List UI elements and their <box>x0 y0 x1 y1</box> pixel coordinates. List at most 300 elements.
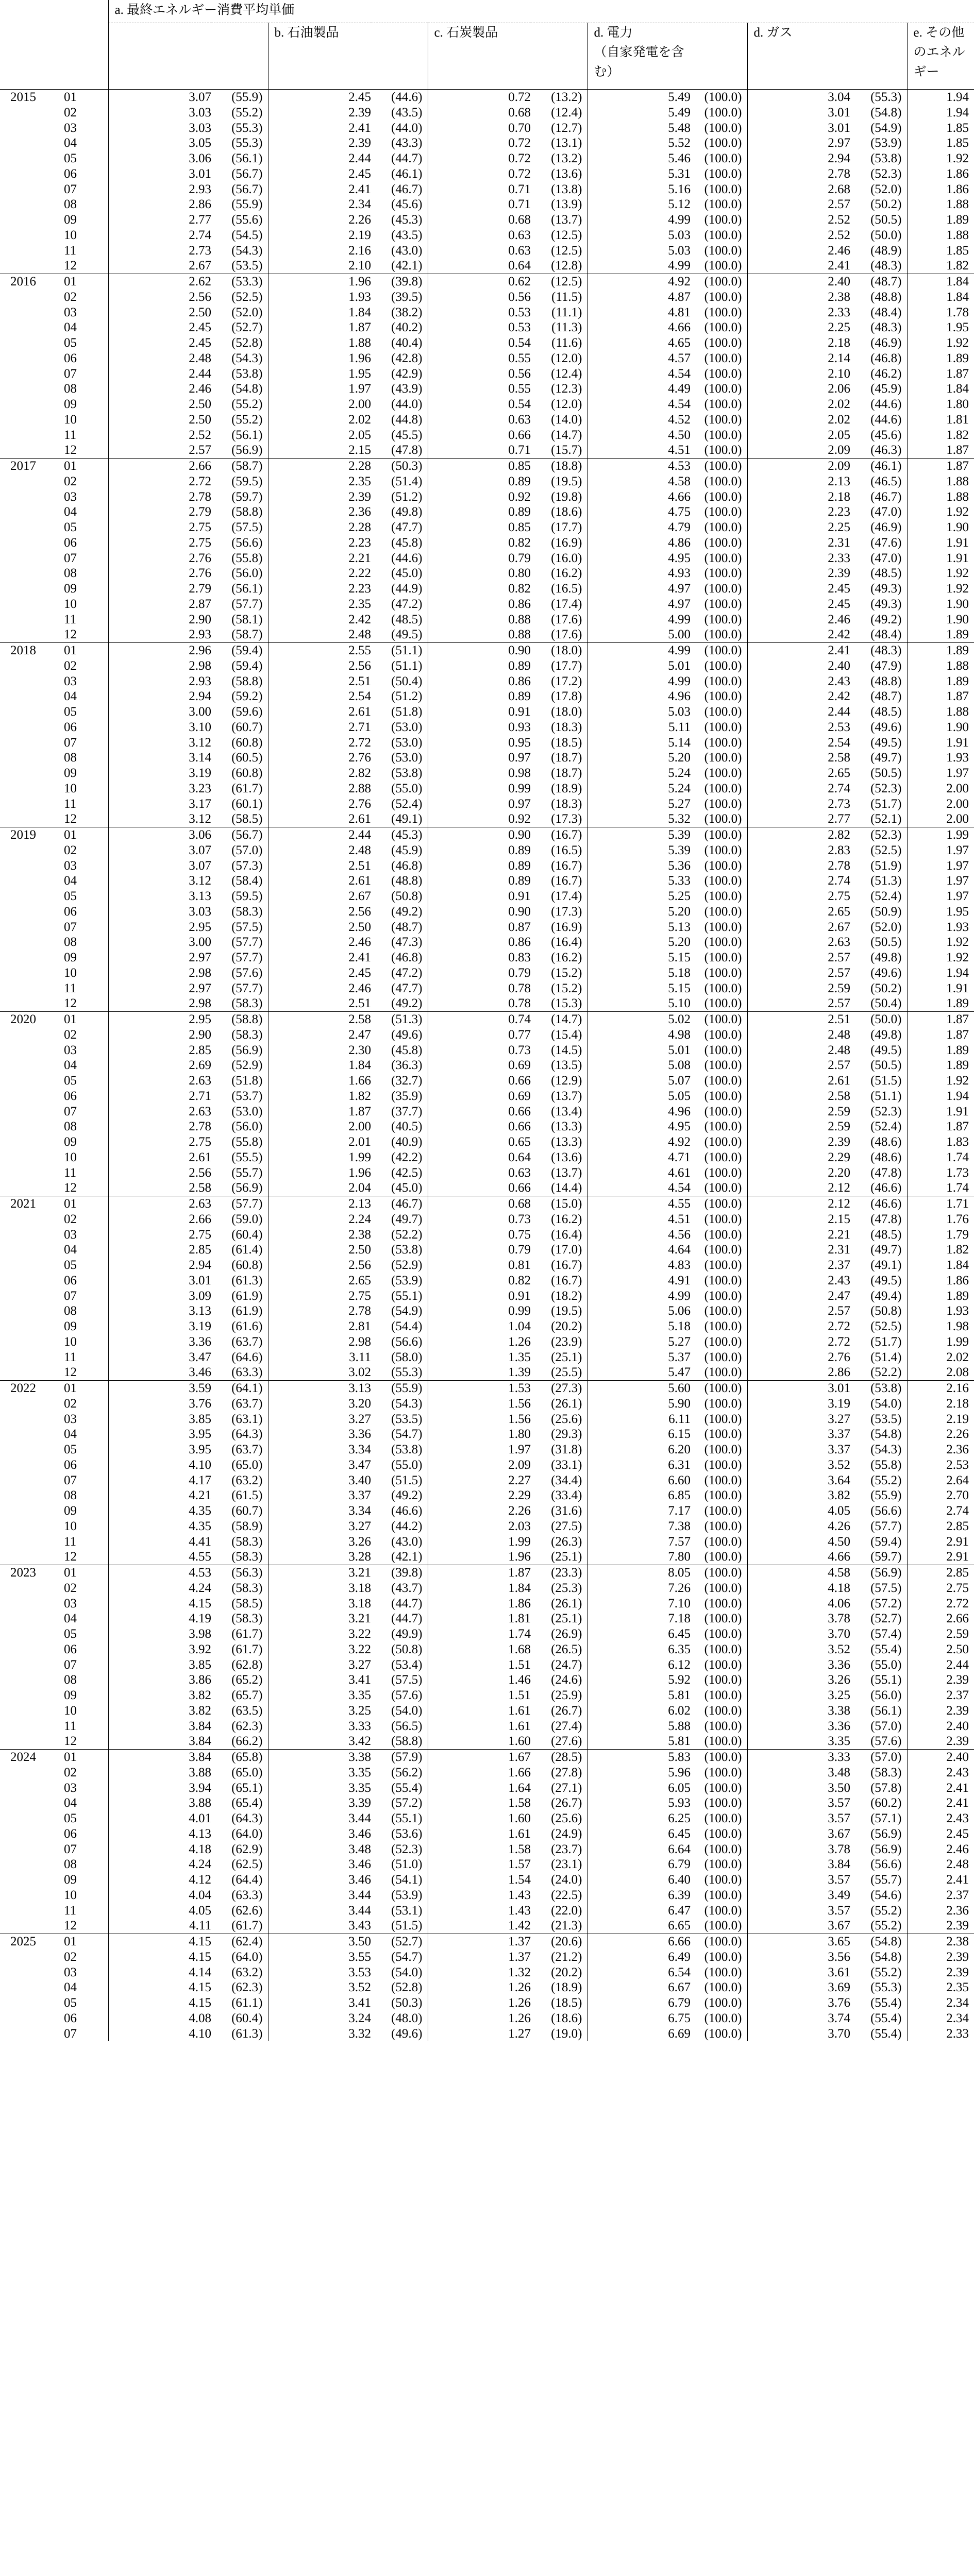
coal-price-cell: 0.71 <box>428 182 531 197</box>
electricity-price-cell: 6.35 <box>587 1642 691 1657</box>
petroleum-ratio-cell: (45.0) <box>391 1181 423 1195</box>
coal-ratio-cell: (18.7) <box>551 766 582 780</box>
coal-ratio-cell: (13.8) <box>551 182 582 196</box>
avg-price-cell: 2.75 <box>108 520 211 535</box>
coal-price-cell: 1.57 <box>428 1857 531 1872</box>
petroleum-price-cell: 2.44 <box>268 827 371 843</box>
gas-ratio-cell: (51.1) <box>870 1089 902 1103</box>
header-d-line1: d. 電力 <box>594 26 633 40</box>
gas-ratio-cell: (54.8) <box>850 1934 907 1950</box>
other-energy-price-cell: 1.92 <box>907 1073 974 1089</box>
avg-price-cell: 3.84 <box>108 1734 211 1749</box>
electricity-price-cell: 7.80 <box>587 1549 691 1565</box>
month-cell: 08 <box>64 1304 77 1318</box>
avg-price-ratio-cell: (55.3) <box>231 121 263 135</box>
table-row <box>0 1119 974 1134</box>
gas-price-cell: 3.33 <box>747 1750 850 1765</box>
avg-price-ratio-cell: (61.7) <box>231 1642 263 1656</box>
avg-price-ratio-cell: (63.2) <box>231 1473 263 1487</box>
avg-price-cell: 2.45 <box>108 335 211 351</box>
coal-price-cell: 0.88 <box>428 612 531 628</box>
avg-price-cell: 3.00 <box>108 935 211 950</box>
coal-ratio-cell: (18.9) <box>551 781 582 795</box>
petroleum-ratio-cell: (42.8) <box>391 351 423 365</box>
avg-price-cell: 3.12 <box>108 735 211 751</box>
petroleum-ratio-cell: (57.2) <box>391 1796 423 1810</box>
gas-price-cell: 2.18 <box>747 335 850 351</box>
petroleum-price-cell: 2.00 <box>268 397 371 412</box>
electricity-price-cell: 5.13 <box>587 920 691 935</box>
gas-ratio-cell: (47.9) <box>870 658 902 673</box>
year-cell <box>0 551 57 566</box>
avg-price-cell: 3.95 <box>108 1427 211 1442</box>
electricity-price-cell: 6.40 <box>587 1872 691 1888</box>
petroleum-ratio-cell: (43.9) <box>391 382 423 396</box>
other-energy-price-cell: 1.74 <box>907 1150 974 1165</box>
petroleum-ratio-cell: (51.1) <box>371 643 428 658</box>
coal-ratio-cell: (13.7) <box>551 1165 582 1180</box>
coal-price-cell: 0.88 <box>428 627 531 642</box>
petroleum-ratio-cell: (42.2) <box>391 1150 423 1164</box>
petroleum-ratio-cell: (55.4) <box>391 1781 423 1795</box>
avg-price-cell: 3.09 <box>108 1289 211 1304</box>
petroleum-ratio-cell: (48.0) <box>391 2011 423 2025</box>
year-cell: 2023 <box>0 1565 57 1581</box>
gas-price-cell: 2.39 <box>747 1134 850 1150</box>
gas-price-cell: 2.29 <box>747 1150 850 1165</box>
electricity-ratio-cell: (100.0) <box>704 2011 742 2025</box>
gas-price-cell: 2.58 <box>747 750 850 766</box>
avg-price-ratio-cell: (55.9) <box>231 197 263 212</box>
gas-price-cell: 3.57 <box>747 1811 850 1826</box>
avg-price-cell: 3.19 <box>108 1319 211 1334</box>
avg-price-cell: 4.15 <box>108 1934 211 1950</box>
year-cell <box>0 904 57 920</box>
table-row <box>0 412 974 428</box>
gas-ratio-cell: (53.8) <box>850 1381 907 1396</box>
petroleum-price-cell: 3.21 <box>268 1611 371 1626</box>
gas-price-cell: 3.36 <box>747 1719 850 1734</box>
other-energy-price-cell: 2.74 <box>907 1503 974 1519</box>
petroleum-ratio-cell: (53.6) <box>391 1826 423 1841</box>
avg-price-ratio-cell: (58.3) <box>231 904 263 919</box>
gas-price-cell: 2.53 <box>747 720 850 735</box>
electricity-price-cell: 6.12 <box>587 1657 691 1673</box>
electricity-price-cell: 5.27 <box>587 1334 691 1350</box>
gas-ratio-cell: (57.1) <box>870 1811 902 1825</box>
petroleum-price-cell: 2.76 <box>268 750 371 766</box>
coal-price-cell: 1.58 <box>428 1842 531 1857</box>
petroleum-price-cell: 1.84 <box>268 1058 371 1073</box>
table-row <box>0 1719 974 1734</box>
electricity-price-cell: 4.57 <box>587 351 691 366</box>
month-cell: 09 <box>64 1688 77 1702</box>
petroleum-ratio-cell: (54.1) <box>391 1873 423 1887</box>
avg-price-ratio-cell: (56.1) <box>231 582 263 596</box>
gas-price-cell: 3.50 <box>747 1781 850 1796</box>
coal-price-cell: 0.90 <box>428 827 531 843</box>
avg-price-ratio-cell: (62.5) <box>231 1857 263 1872</box>
coal-price-cell: 1.84 <box>428 1581 531 1596</box>
coal-ratio-cell: (16.2) <box>551 566 582 581</box>
avg-price-ratio-cell: (58.5) <box>231 812 263 826</box>
other-energy-price-cell: 2.37 <box>907 1688 974 1703</box>
petroleum-ratio-cell: (51.2) <box>391 689 423 704</box>
coal-price-cell: 0.85 <box>428 459 531 474</box>
year-cell <box>0 166 57 182</box>
gas-price-cell: 3.49 <box>747 1888 850 1903</box>
petroleum-price-cell: 2.46 <box>268 935 371 950</box>
coal-ratio-cell: (23.7) <box>551 1842 582 1856</box>
table-row <box>0 504 974 520</box>
month-cell: 09 <box>64 1873 77 1887</box>
avg-price-ratio-cell: (52.8) <box>231 336 263 350</box>
coal-price-cell: 0.87 <box>428 920 531 935</box>
avg-price-ratio-cell: (60.8) <box>231 766 263 780</box>
table-row <box>0 720 974 735</box>
coal-price-cell: 1.32 <box>428 1965 531 1980</box>
petroleum-price-cell: 2.39 <box>268 135 371 151</box>
electricity-price-cell: 5.16 <box>587 182 691 197</box>
gas-ratio-cell: (44.6) <box>870 397 902 411</box>
year-cell <box>0 366 57 382</box>
table-row <box>0 1458 974 1473</box>
other-energy-price-cell: 1.85 <box>907 135 974 151</box>
gas-price-cell: 2.75 <box>747 889 850 904</box>
avg-price-ratio-cell: (58.3) <box>231 1027 263 1042</box>
electricity-ratio-cell: (100.0) <box>704 474 742 488</box>
coal-price-cell: 1.27 <box>428 2026 531 2042</box>
electricity-ratio-cell: (100.0) <box>704 904 742 919</box>
electricity-ratio-cell: (100.0) <box>704 628 742 642</box>
gas-price-cell: 3.36 <box>747 1657 850 1673</box>
gas-price-cell: 2.59 <box>747 981 850 996</box>
coal-ratio-cell: (17.2) <box>551 674 582 688</box>
petroleum-ratio-cell: (51.5) <box>391 1473 423 1487</box>
gas-price-cell: 2.10 <box>747 366 850 382</box>
year-cell <box>0 1657 57 1673</box>
electricity-price-cell: 4.53 <box>587 459 691 474</box>
electricity-price-cell: 4.99 <box>587 612 691 628</box>
coal-ratio-cell: (18.2) <box>551 1289 582 1303</box>
electricity-ratio-cell: (100.0) <box>704 1581 742 1595</box>
petroleum-ratio-cell: (45.8) <box>391 535 423 550</box>
electricity-ratio-cell: (100.0) <box>704 1857 742 1872</box>
year-cell <box>0 1412 57 1427</box>
petroleum-price-cell: 3.36 <box>268 1427 371 1442</box>
petroleum-price-cell: 3.37 <box>268 1488 371 1503</box>
petroleum-ratio-cell: (51.2) <box>391 489 423 504</box>
avg-price-ratio-cell: (55.9) <box>211 90 268 105</box>
other-energy-price-cell: 1.88 <box>907 658 974 674</box>
petroleum-price-cell: 3.35 <box>268 1688 371 1703</box>
avg-price-cell: 2.96 <box>108 643 211 658</box>
gas-price-cell: 2.57 <box>747 197 850 212</box>
coal-ratio-cell: (25.9) <box>551 1688 582 1702</box>
other-energy-price-cell: 1.98 <box>907 1319 974 1334</box>
coal-ratio-cell: (13.7) <box>551 213 582 227</box>
petroleum-ratio-cell: (43.0) <box>391 1534 423 1549</box>
avg-price-cell: 3.01 <box>108 166 211 182</box>
gas-ratio-cell: (56.0) <box>870 1688 902 1702</box>
other-energy-price-cell: 1.94 <box>907 105 974 121</box>
avg-price-cell: 2.63 <box>108 1104 211 1120</box>
avg-price-cell: 3.94 <box>108 1781 211 1796</box>
coal-price-cell: 0.73 <box>428 1043 531 1058</box>
petroleum-ratio-cell: (57.6) <box>391 1688 423 1702</box>
gas-ratio-cell: (55.4) <box>870 1642 902 1656</box>
gas-price-cell: 3.35 <box>747 1734 850 1749</box>
avg-price-cell: 2.56 <box>108 1165 211 1181</box>
coal-price-cell: 0.99 <box>428 781 531 796</box>
coal-price-cell: 1.42 <box>428 1918 531 1934</box>
coal-price-cell: 1.66 <box>428 1765 531 1781</box>
month-cell: 08 <box>64 197 77 212</box>
year-cell <box>0 428 57 443</box>
avg-price-ratio-cell: (56.6) <box>231 535 263 550</box>
coal-price-cell: 0.82 <box>428 1273 531 1289</box>
coal-price-cell: 0.99 <box>428 1303 531 1319</box>
year-cell <box>0 1027 57 1043</box>
month-cell: 04 <box>64 1243 77 1257</box>
other-energy-price-cell: 1.95 <box>907 904 974 920</box>
electricity-ratio-cell: (100.0) <box>704 489 742 504</box>
petroleum-price-cell: 2.51 <box>268 996 371 1011</box>
year-cell <box>0 1488 57 1503</box>
year-cell <box>0 1396 57 1412</box>
avg-price-ratio-cell: (65.4) <box>231 1796 263 1810</box>
avg-price-ratio-cell: (60.1) <box>231 796 263 811</box>
other-energy-price-cell: 1.89 <box>907 351 974 366</box>
electricity-price-cell: 5.08 <box>587 1058 691 1073</box>
petroleum-price-cell: 2.19 <box>268 228 371 243</box>
coal-price-cell: 0.97 <box>428 796 531 812</box>
table-row <box>0 228 974 243</box>
petroleum-price-cell: 2.30 <box>268 1043 371 1058</box>
gas-ratio-cell: (54.0) <box>870 1396 902 1411</box>
gas-price-cell: 2.13 <box>747 474 850 489</box>
coal-price-cell: 0.89 <box>428 689 531 704</box>
coal-price-cell: 1.61 <box>428 1826 531 1842</box>
petroleum-price-cell: 2.82 <box>268 766 371 781</box>
coal-price-cell: 0.80 <box>428 566 531 581</box>
month-cell: 02 <box>64 1027 77 1042</box>
month-cell: 09 <box>64 1135 77 1149</box>
gas-ratio-cell: (53.9) <box>870 136 902 150</box>
avg-price-ratio-cell: (61.9) <box>231 1304 263 1318</box>
table-row <box>0 750 974 766</box>
petroleum-ratio-cell: (53.8) <box>391 766 423 780</box>
petroleum-ratio-cell: (49.1) <box>391 812 423 826</box>
avg-price-ratio-cell: (53.5) <box>231 259 263 273</box>
electricity-price-cell: 4.66 <box>587 489 691 505</box>
petroleum-price-cell: 2.23 <box>268 535 371 551</box>
gas-ratio-cell: (55.1) <box>870 1673 902 1687</box>
coal-ratio-cell: (15.4) <box>551 1027 582 1042</box>
gas-ratio-cell: (52.0) <box>870 920 902 934</box>
other-energy-price-cell: 1.89 <box>907 627 974 642</box>
avg-price-cell: 2.73 <box>108 243 211 259</box>
gas-price-cell: 2.25 <box>747 520 850 535</box>
gas-price-cell: 2.68 <box>747 182 850 197</box>
petroleum-ratio-cell: (50.8) <box>391 1642 423 1656</box>
petroleum-price-cell: 3.53 <box>268 1965 371 1980</box>
table-row <box>0 1303 974 1319</box>
avg-price-ratio-cell: (63.5) <box>231 1703 263 1718</box>
coal-ratio-cell: (25.1) <box>551 1550 582 1564</box>
coal-ratio-cell: (20.6) <box>531 1934 587 1950</box>
year-cell <box>0 981 57 996</box>
petroleum-price-cell: 2.78 <box>268 1303 371 1319</box>
electricity-price-cell: 5.47 <box>587 1365 691 1380</box>
petroleum-price-cell: 2.34 <box>268 197 371 212</box>
coal-ratio-cell: (13.6) <box>551 166 582 181</box>
electricity-price-cell: 4.71 <box>587 1150 691 1165</box>
other-energy-price-cell: 1.91 <box>907 535 974 551</box>
electricity-price-cell: 5.14 <box>587 735 691 751</box>
table-row <box>0 1903 974 1919</box>
other-energy-price-cell: 1.84 <box>907 1258 974 1273</box>
gas-ratio-cell: (49.7) <box>870 751 902 765</box>
table-row <box>0 535 974 551</box>
petroleum-price-cell: 3.18 <box>268 1596 371 1612</box>
gas-price-cell: 2.31 <box>747 1242 850 1258</box>
coal-price-cell: 1.26 <box>428 1995 531 2011</box>
gas-price-cell: 2.37 <box>747 1258 850 1273</box>
avg-price-cell: 2.46 <box>108 381 211 397</box>
gas-ratio-cell: (49.5) <box>870 735 902 750</box>
table-row <box>0 904 974 920</box>
petroleum-price-cell: 2.72 <box>268 735 371 751</box>
electricity-ratio-cell: (100.0) <box>704 428 742 442</box>
avg-price-ratio-cell: (66.2) <box>231 1734 263 1749</box>
petroleum-price-cell: 1.96 <box>268 274 371 290</box>
gas-price-cell: 4.18 <box>747 1581 850 1596</box>
petroleum-ratio-cell: (45.3) <box>371 827 428 843</box>
petroleum-ratio-cell: (46.7) <box>371 1196 428 1212</box>
petroleum-ratio-cell: (48.8) <box>391 874 423 888</box>
coal-ratio-cell: (25.1) <box>551 1350 582 1364</box>
coal-ratio-cell: (12.7) <box>551 121 582 135</box>
table-row <box>0 1180 974 1196</box>
avg-price-ratio-cell: (64.4) <box>231 1873 263 1887</box>
gas-ratio-cell: (48.5) <box>870 705 902 719</box>
petroleum-price-cell: 2.50 <box>268 1242 371 1258</box>
electricity-ratio-cell: (100.0) <box>704 1996 742 2010</box>
gas-price-cell: 3.82 <box>747 1488 850 1503</box>
avg-price-ratio-cell: (63.7) <box>231 1443 263 1456</box>
table-row <box>0 566 974 581</box>
year-cell <box>0 381 57 397</box>
coal-price-cell: 1.87 <box>428 1565 531 1581</box>
petroleum-price-cell: 2.67 <box>268 889 371 904</box>
coal-ratio-cell: (13.3) <box>551 1135 582 1149</box>
month-cell: 04 <box>64 505 77 519</box>
coal-ratio-cell: (16.5) <box>551 843 582 857</box>
month-cell: 11 <box>64 1350 77 1364</box>
month-cell: 12 <box>64 1550 77 1564</box>
petroleum-price-cell: 1.99 <box>268 1150 371 1165</box>
coal-ratio-cell: (11.6) <box>551 336 582 350</box>
avg-price-ratio-cell: (55.3) <box>231 136 263 150</box>
coal-price-cell: 0.86 <box>428 597 531 612</box>
electricity-ratio-cell: (100.0) <box>704 858 742 873</box>
gas-ratio-cell: (48.9) <box>870 243 902 258</box>
other-energy-price-cell: 1.92 <box>907 335 974 351</box>
avg-price-cell: 3.47 <box>108 1350 211 1365</box>
table-row <box>0 965 974 981</box>
avg-price-ratio-cell: (61.3) <box>231 2026 263 2041</box>
gas-ratio-cell: (48.3) <box>870 259 902 273</box>
electricity-ratio-cell: (100.0) <box>704 1842 742 1856</box>
avg-price-ratio-cell: (56.3) <box>211 1565 268 1581</box>
petroleum-price-cell: 3.18 <box>268 1581 371 1596</box>
table-row <box>0 627 974 642</box>
gas-ratio-cell: (55.9) <box>870 1488 902 1503</box>
coal-ratio-cell: (26.9) <box>551 1627 582 1641</box>
month-cell: 06 <box>64 1826 77 1841</box>
other-energy-price-cell: 1.78 <box>907 305 974 320</box>
avg-price-cell: 4.15 <box>108 1596 211 1612</box>
avg-price-cell: 3.00 <box>108 704 211 720</box>
avg-price-cell: 3.36 <box>108 1334 211 1350</box>
electricity-price-cell: 5.25 <box>587 889 691 904</box>
other-energy-price-cell: 2.33 <box>907 2026 974 2042</box>
month-cell: 08 <box>64 382 77 396</box>
coal-ratio-cell: (16.7) <box>531 827 587 843</box>
month-cell: 04 <box>64 1980 77 1995</box>
gas-ratio-cell: (56.9) <box>870 1826 902 1841</box>
gas-price-cell: 2.51 <box>747 1012 850 1027</box>
coal-ratio-cell: (18.6) <box>551 2011 582 2025</box>
other-energy-price-cell: 1.90 <box>907 597 974 612</box>
other-energy-price-cell: 1.88 <box>907 474 974 489</box>
petroleum-ratio-cell: (49.7) <box>391 1212 423 1226</box>
gas-price-cell: 2.97 <box>747 135 850 151</box>
petroleum-price-cell: 3.52 <box>268 1980 371 1995</box>
avg-price-ratio-cell: (65.2) <box>231 1673 263 1687</box>
table-row <box>0 643 974 658</box>
petroleum-price-cell: 3.48 <box>268 1842 371 1857</box>
gas-price-cell: 2.59 <box>747 1104 850 1120</box>
petroleum-price-cell: 2.22 <box>268 566 371 581</box>
petroleum-price-cell: 2.88 <box>268 781 371 796</box>
gas-ratio-cell: (48.8) <box>870 290 902 304</box>
coal-price-cell: 0.72 <box>428 90 531 105</box>
table-row <box>0 366 974 382</box>
coal-price-cell: 0.98 <box>428 766 531 781</box>
petroleum-price-cell: 2.55 <box>268 643 371 658</box>
petroleum-price-cell: 2.16 <box>268 243 371 259</box>
coal-price-cell: 1.68 <box>428 1642 531 1657</box>
coal-price-cell: 0.90 <box>428 904 531 920</box>
month-cell: 11 <box>64 796 77 811</box>
gas-price-cell: 2.05 <box>747 428 850 443</box>
avg-price-cell: 2.45 <box>108 320 211 335</box>
year-cell <box>0 243 57 259</box>
gas-price-cell: 2.74 <box>747 781 850 796</box>
coal-ratio-cell: (25.5) <box>551 1365 582 1380</box>
year-cell <box>0 212 57 228</box>
month-cell: 05 <box>64 1996 77 2010</box>
gas-ratio-cell: (52.5) <box>870 843 902 857</box>
coal-ratio-cell: (29.3) <box>551 1427 582 1442</box>
other-energy-price-cell: 2.64 <box>907 1473 974 1488</box>
petroleum-ratio-cell: (55.0) <box>391 1458 423 1472</box>
year-cell <box>0 889 57 904</box>
avg-price-cell: 3.82 <box>108 1703 211 1719</box>
table-row <box>0 1150 974 1165</box>
